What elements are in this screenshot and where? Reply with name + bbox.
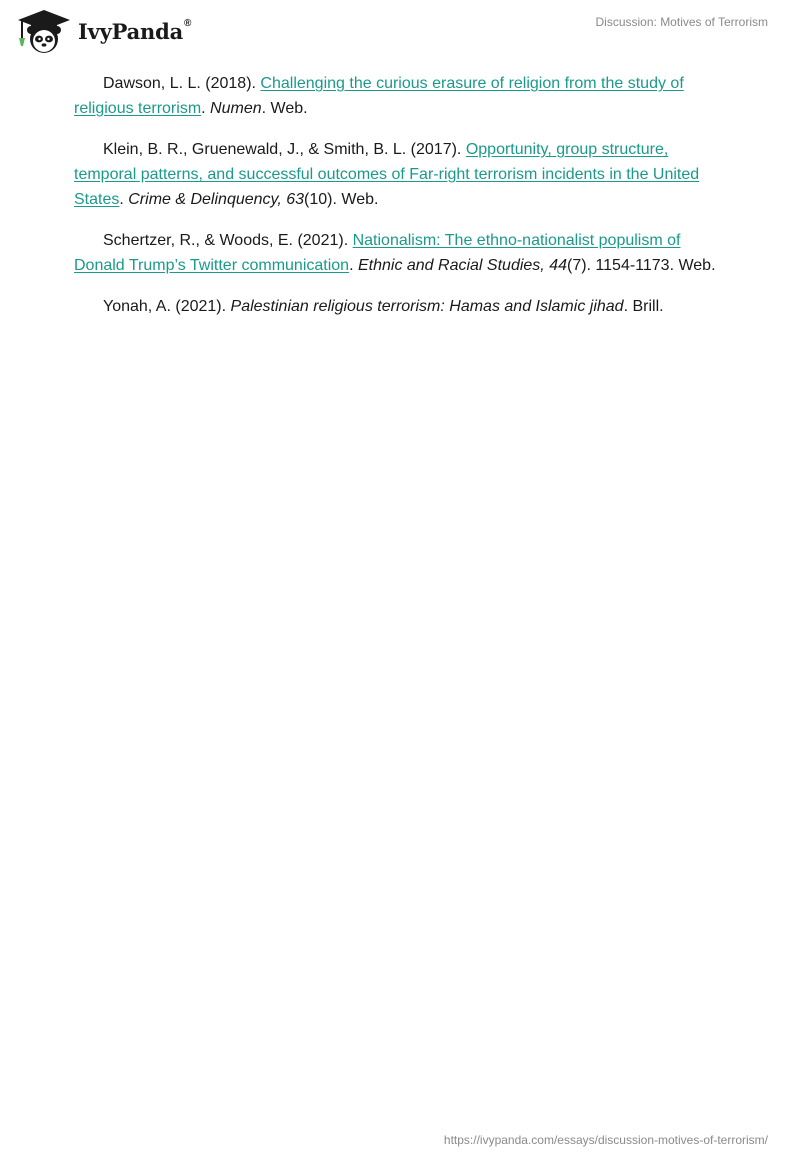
reference-source: Numen (210, 100, 262, 117)
page-header (0, 0, 800, 60)
reference-item (74, 294, 720, 319)
document-title: Discussion: Motives of Terrorism (595, 15, 768, 29)
reference-tail: . Brill. (623, 298, 664, 315)
reference-authors: Dawson, L. L. (2018). (103, 75, 261, 92)
reference-tail: (7). 1154-1173. Web. (566, 257, 716, 274)
reference-source: Ethnic and Racial Studies, 44 (357, 257, 567, 274)
logo-wordmark: IvyPanda (78, 18, 184, 44)
reference-item (74, 228, 720, 278)
reference-punct: . (349, 257, 358, 274)
reference-punct: . (201, 100, 211, 117)
reference-authors: Klein, B. R., Gruenewald, J., & Smith, B. L. (2017). (103, 141, 466, 158)
reference-tail: . Web. (261, 100, 308, 117)
reference-authors: Yonah, A. (2021). (103, 298, 231, 315)
reference-link[interactable]: Challenging the curious erasure of religion from the study of religious terrorism (74, 75, 684, 117)
reference-item (74, 137, 720, 212)
reference-source: Crime & Delinquency, 63 (128, 191, 305, 208)
reference-punct: . (119, 191, 129, 208)
reference-link[interactable]: Nationalism: The ethno-nationalist populism of Donald Trump’s Twitter communication (74, 232, 681, 274)
footer-url: https://ivypanda.com/essays/discussion-motives-of-terrorism/ (443, 1133, 768, 1147)
reference-link[interactable]: Opportunity, group structure, temporal patterns, and successful outcomes of Far-right terrorism incidents in the United States (74, 141, 700, 208)
reference-item (74, 71, 720, 121)
reference-title: Palestinian religious terrorism: Hamas and Islamic jihad (230, 298, 624, 315)
reference-list (74, 71, 720, 335)
registered-mark: ® (184, 17, 192, 29)
reference-authors: Schertzer, R., & Woods, E. (2021). (103, 232, 353, 249)
panda-graduate-icon (14, 8, 74, 56)
reference-tail: (10). Web. (304, 191, 379, 208)
ivypanda-logo[interactable] (14, 8, 191, 56)
